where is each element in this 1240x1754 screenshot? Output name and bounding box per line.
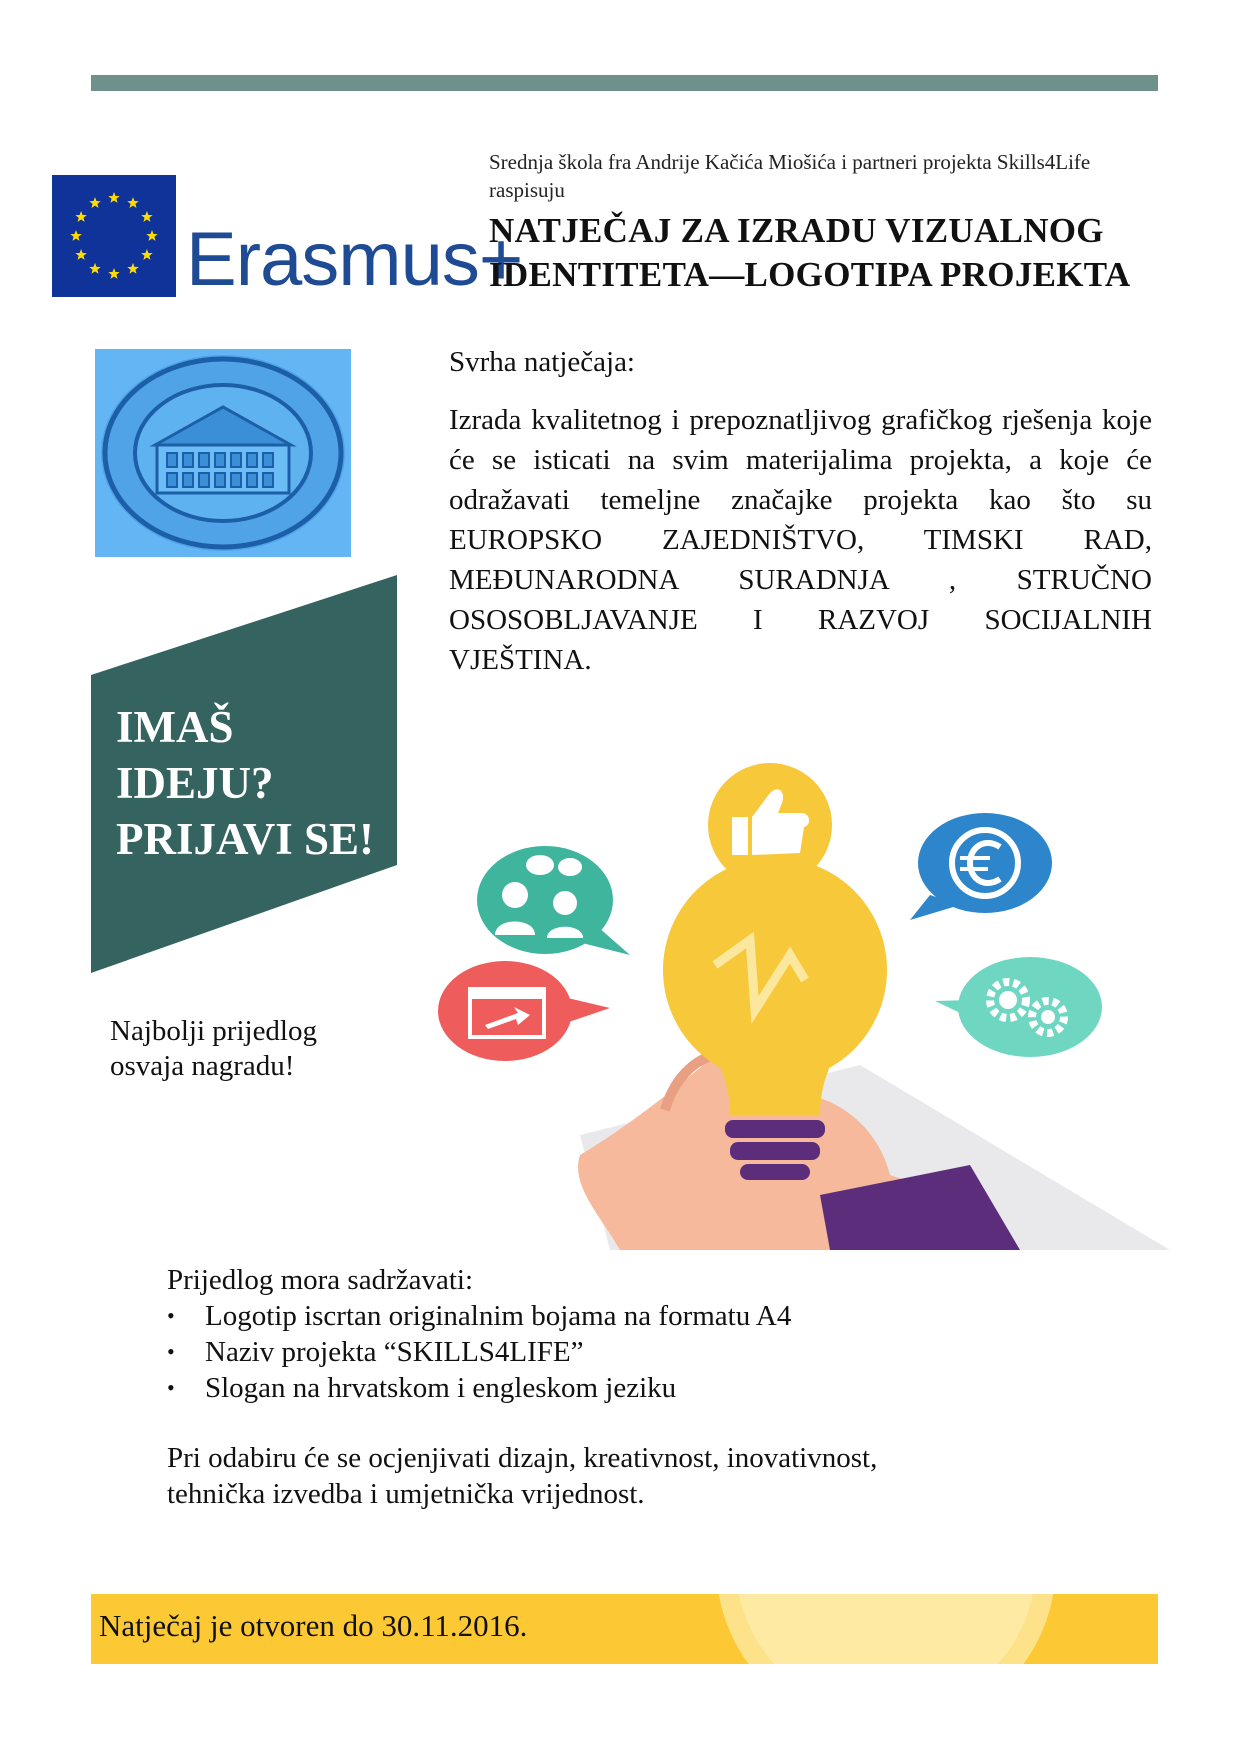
top-divider	[91, 75, 1158, 91]
title-line-2: IDENTITETA—LOGOTIPA PROJEKTA	[489, 255, 1131, 294]
criteria-line-1: Pri odabiru će se ocjenjivati dizajn, kreativnost, inovativnost,	[167, 1442, 878, 1474]
list-item	[167, 1334, 791, 1370]
prize-text	[110, 1014, 390, 1084]
euro-icon	[910, 813, 1052, 920]
banner-line-2: IDEJU?	[116, 758, 274, 808]
deadline-bar	[91, 1594, 1158, 1664]
page-title	[489, 209, 1179, 297]
requirement-text: Naziv projekta “SKILLS4LIFE”	[205, 1336, 584, 1368]
list-item	[167, 1298, 791, 1334]
prize-line-2: osvaja nagradu!	[110, 1050, 295, 1082]
bullet-icon: •	[167, 1339, 175, 1364]
criteria-text	[167, 1440, 1067, 1512]
banner-line-3: PRIJAVI SE!	[116, 814, 374, 864]
requirement-text: Slogan na hrvatskom i engleskom jeziku	[205, 1372, 677, 1404]
eu-flag-icon	[52, 175, 176, 297]
prize-line-1: Najbolji prijedlog	[110, 1015, 317, 1047]
banner-text	[116, 699, 396, 867]
requirements-list	[167, 1298, 791, 1406]
bullet-icon: •	[167, 1303, 175, 1328]
intro-text: Srednja škola fra Andrije Kačića Miošića i partneri projekta Skills4Life raspisuju	[489, 150, 1091, 202]
school-seal-icon	[95, 349, 351, 557]
list-item	[167, 1370, 791, 1406]
title-line-1: NATJEČAJ ZA IZRADU VIZUALNOG	[489, 211, 1104, 250]
idea-illustration	[430, 755, 1170, 1250]
presentation-icon	[438, 961, 610, 1061]
deadline-text: Natječaj je otvoren do 30.11.2016.	[99, 1608, 528, 1643]
erasmus-logo-text: Erasmus+	[186, 217, 523, 302]
requirements-heading: Prijedlog mora sadržavati:	[167, 1264, 474, 1296]
banner-line-1: IMAŠ	[116, 702, 234, 752]
gears-icon	[935, 957, 1102, 1057]
requirement-text: Logotip iscrtan originalnim bojama na formatu A4	[205, 1300, 792, 1332]
purpose-heading: Svrha natječaja:	[449, 346, 635, 378]
criteria-line-2: tehnička izvedba i umjetnička vrijednost.	[167, 1478, 645, 1510]
people-chat-icon	[477, 846, 630, 955]
call-to-action-banner	[91, 575, 397, 973]
purpose-text: Izrada kvalitetnog i prepoznatljivog grafičkog rješenja koje će se isticati na svim materijalima projekta, a koje će odražavati temeljne značajke projekta kao što su EUROPSKO ZAJEDNIŠTVO, TIMSKI RAD, MEĐUNARODNA SURADNJA , STRUČNO OSOSOBLJAVANJE I RAZVOJ SOCIJALNIH VJEŠTINA.	[449, 404, 1152, 676]
bullet-icon: •	[167, 1375, 175, 1400]
